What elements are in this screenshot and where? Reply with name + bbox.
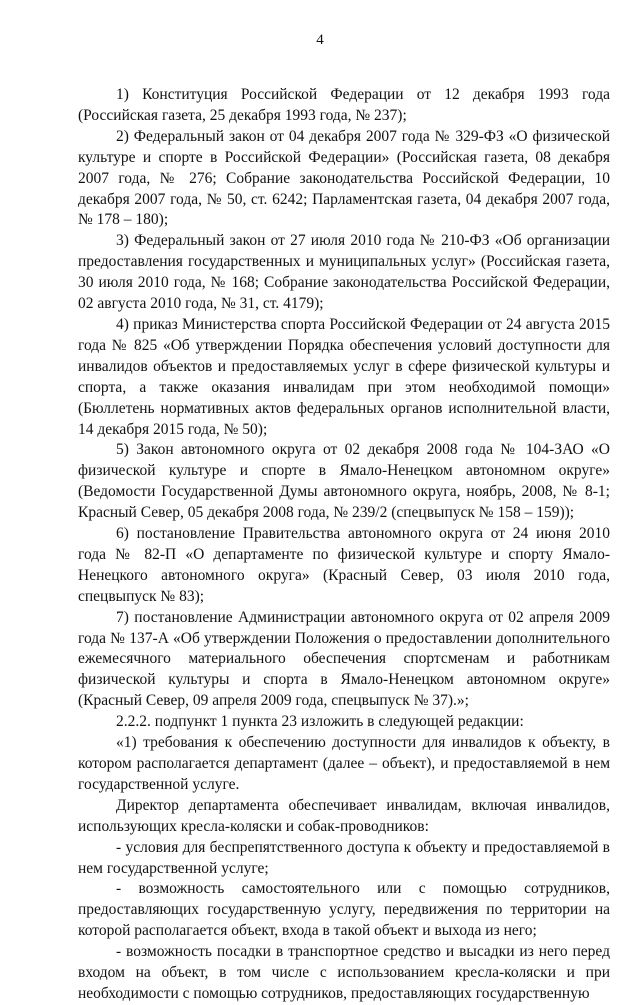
paragraph-item-7: 7) постановление Администрации автономного округа от 02 апреля 2009 года № 137-А «Об утверждении Положения о предоставлении дополнительного ежемесячного материального обеспечения спортсменам и работникам физической культуры и спорта в Ямало-Ненецком автономном округе» (Красный Север, 09 апреля 2009 года, спецвыпуск № 37).»; [78, 608, 610, 710]
paragraph-item-2: 2) Федеральный закон от 04 декабря 2007 года № 329-ФЗ «О физической культуре и спорте в Российской Федерации» (Российская газета, 08 декабря 2007 года, № 276; Собрание законодательства Российской Федерации, 10 декабря 2007 года, № 50, ст. 6242; Парламентская газета, 04 декабря 2007 года, № 178 – 180); [78, 127, 610, 229]
paragraph-bullet-access: - условия для беспрепятственного доступа к объекту и предоставляемой в нем государственной услуге; [78, 838, 610, 877]
paragraph-item-3: 3) Федеральный закон от 27 июля 2010 года № 210-ФЗ «Об организации предоставления государственных и муниципальных услуг» (Российская газета, 30 июля 2010 года, № 168; Собрание законодательства Российской Федерации, 02 августа 2010 года, № 31, ст. 4179); [78, 232, 610, 313]
paragraph-item-4: 4) приказ Министерства спорта Российской Федерации от 24 августа 2015 года № 825 «Об утверждении Порядка обеспечения условий доступности для инвалидов объектов и предоставляемых услуг в сфере физической культуры и спорта, а также оказания инвалидам при этом необходимой помощи» (Бюллетень нормативных актов федеральных органов исполнительной власти, 14 декабря 2015 года, № 50); [78, 315, 610, 438]
paragraph-subclause-2-2-2: 2.2.2. подпункт 1 пункта 23 изложить в следующей редакции: [116, 713, 524, 731]
paragraph-item-5: 5) Закон автономного округа от 02 декабря 2008 года № 104-ЗАО «О физической культуре и спорте в Ямало-Ненецком автономном округе» (Ведомости Государственной Думы автономного округа, ноябрь, 2008, № 8-1; Красный Север, 05 декабря 2008 года, № 239/2 (спецвыпуск № 158 – 159)); [78, 441, 610, 522]
paragraph-director: Директор департамента обеспечивает инвалидам, включая инвалидов, использующих кресла-коляски и собак-проводников: [78, 796, 610, 835]
paragraph-bullet-movement: - возможность самостоятельного или с помощью сотрудников, предоставляющих государственную услугу, передвижения по территории на которой располагается объект, входа в такой объект и выхода из него; [78, 880, 610, 940]
paragraph-item-6: 6) постановление Правительства автономного округа от 24 июня 2010 года № 82-П «О департаменте по физической культуре и спорту Ямало-Ненецкого автономного округа» (Красный Север, 03 июля 2010 года, спецвыпуск № 83); [78, 525, 610, 605]
paragraph-bullet-transport: - возможность посадки в транспортное средство и высадки из него перед входом на объект, в том числе с использованием кресла-коляски и при необходимости с помощью сотрудников, предоставляющих государственную [78, 943, 610, 1002]
page-number: 4 [316, 32, 324, 48]
paragraph-item-1: 1) Конституция Российской Федерации от 12 декабря 1993 года (Российская газета, 25 декабря 1993 года, № 237); [78, 86, 610, 124]
document-body [78, 85, 610, 1005]
paragraph-requirements: «1) требования к обеспечению доступности для инвалидов к объекту, в котором располагается департамент (далее – объект), и предоставляемой в нем государственной услуге. [78, 734, 610, 793]
